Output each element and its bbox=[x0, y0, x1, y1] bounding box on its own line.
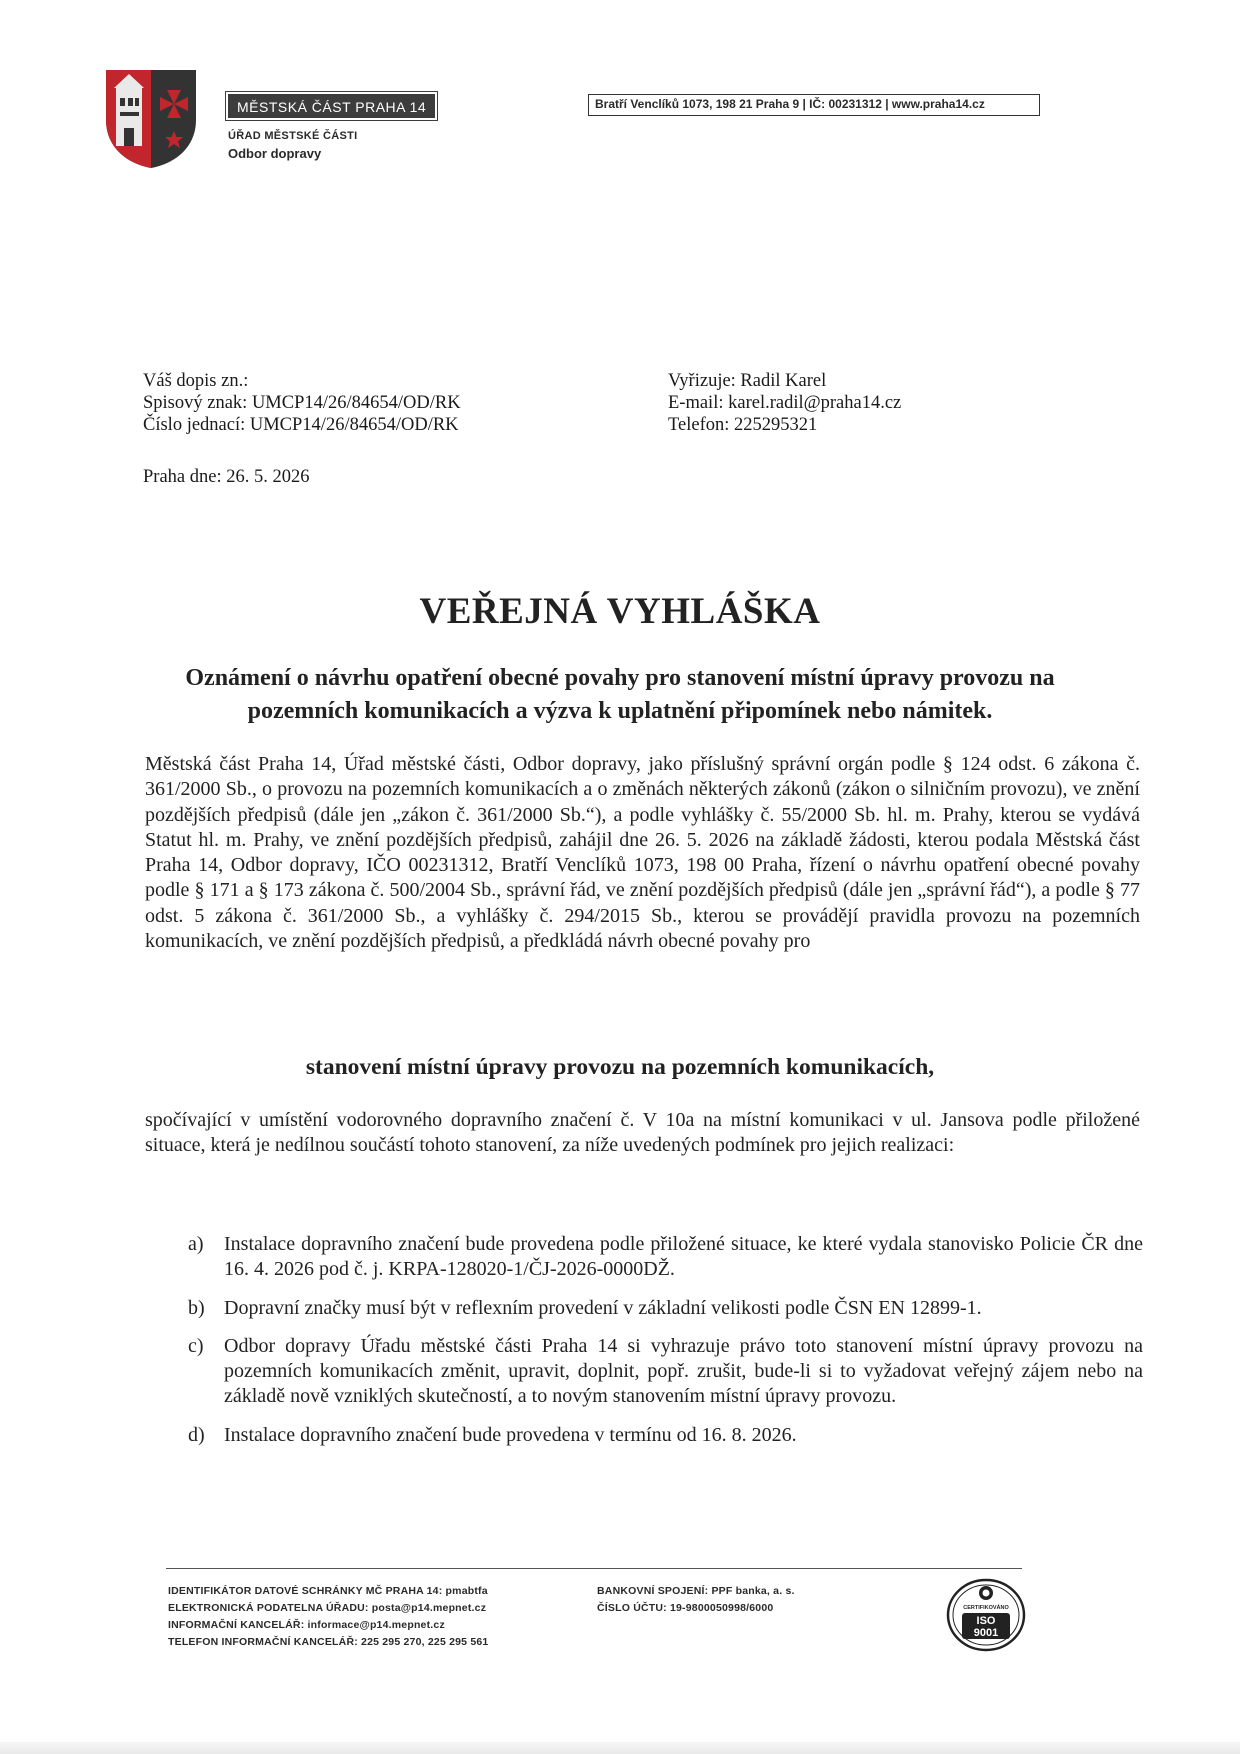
footer-contacts bbox=[168, 1583, 488, 1651]
intro-paragraph: Městská část Praha 14, Úřad městské části, Odbor dopravy, jako příslušný správní orgán podle § 124 odst. 6 zákona č. 361/2000 Sb., o provozu na pozemních komunikacích a o změnách některých zákonů (zákon o silničním provozu), ve znění pozdějších předpisů (dále jen „zákon č. 361/2000 Sb.“), a podle vyhlášky č. 55/2000 Sb. hl. m. Prahy, kterou se vydává Statut hl. m. Prahy, ve znění pozdějších předpisů, zahájil dne 26. 5. 2026 na základě žádosti, kterou podala Městská část Praha 14, Odbor dopravy, IČO 00231312, Bratří Venclíků 1073, 198 00 Praha, řízení o návrhu opatření obecné povahy podle § 171 a § 173 zákona č. 500/2004 Sb., správní řád, ve znění pozdějších předpisů (dále jen „správní řád“), a podle § 77 odst. 5 zákona č. 361/2000 Sb., a vyhlášky č. 294/2015 Sb., kterou se provádějí pravidla provozu na pozemních komunikacích, ve znění pozdějších předpisů, a předkládá návrh obecné povahy pro bbox=[145, 753, 1140, 953]
document-title: VEŘEJNÁ VYHLÁŠKA bbox=[419, 591, 821, 632]
municipality-badge: MĚSTSKÁ ČÁST PRAHA 14 bbox=[228, 94, 435, 118]
bank-name: BANKOVNÍ SPOJENÍ: PPF banka, a. s. bbox=[597, 1585, 795, 1597]
scan-bottom-edge bbox=[0, 1742, 1240, 1754]
address-box: Bratří Venclíků 1073, 198 21 Praha 9 | IČ: 00231312 | www.praha14.cz bbox=[588, 94, 1040, 116]
office-name: ÚŘAD MĚSTSKÉ ČÁSTI bbox=[228, 130, 358, 142]
description-paragraph: spočívající v umístění vodorovného dopravního značení č. V 10a na místní komunikaci v ul. Jansova podle přiložené situace, která je nedílnou součástí tohoto stanovení, za níže uvedených podmínek pro jejich realizaci: bbox=[145, 1109, 1140, 1157]
reference-number: Číslo jednací: UMCP14/26/84654/OD/RK bbox=[143, 415, 459, 435]
file-mark: Spisový znak: UMCP14/26/84654/OD/RK bbox=[143, 393, 461, 413]
seal-number-text: 9001 bbox=[973, 1627, 999, 1639]
list-item bbox=[188, 1423, 1143, 1448]
contact-email: E-mail: karel.radil@praha14.cz bbox=[668, 393, 902, 413]
e-filing-address: ELEKTRONICKÁ PODATELNA ÚŘADU: posta@p14.mepnet.cz bbox=[168, 1602, 487, 1614]
list-item-letter: a) bbox=[188, 1233, 204, 1255]
list-item bbox=[188, 1334, 1143, 1410]
list-item-text: Instalace dopravního značení bude provedena podle přiložené situace, ke které vydala stanovisko Policie ČR dne 16. 4. 2026 pod č. j. KRPA-128020-1/ČJ-2026-0000DŽ. bbox=[224, 1233, 1143, 1281]
footer-bank bbox=[597, 1583, 795, 1617]
info-office-email: INFORMAČNÍ KANCELÁŘ: informace@p14.mepnet.cz bbox=[168, 1619, 445, 1631]
reference-right bbox=[668, 370, 901, 436]
seal-iso-text: ISO bbox=[976, 1615, 996, 1627]
reference-left bbox=[143, 370, 461, 436]
section-heading: stanovení místní úpravy provozu na pozemních komunikacích, bbox=[305, 1054, 935, 1080]
contact-phone: Telefon: 225295321 bbox=[668, 415, 818, 435]
list-item-letter: c) bbox=[188, 1334, 204, 1357]
conditions-list bbox=[188, 1232, 1143, 1461]
your-letter-label: Váš dopis zn.: bbox=[143, 371, 249, 391]
list-item-text: Instalace dopravního značení bude provedena v termínu od 16. 8. 2026. bbox=[224, 1423, 797, 1446]
list-item-text: Dopravní značky musí být v reflexním provedení v základní velikosti podle ČSN EN 12899-1. bbox=[224, 1296, 982, 1319]
list-item bbox=[188, 1232, 1143, 1283]
info-office-phone: TELEFON INFORMAČNÍ KANCELÁŘ: 225 295 270, 225 295 561 bbox=[168, 1636, 489, 1648]
data-box-id: IDENTIFIKÁTOR DATOVÉ SCHRÁNKY MČ PRAHA 14: pmabtfa bbox=[168, 1585, 488, 1597]
handled-by: Vyřizuje: Radil Karel bbox=[668, 371, 827, 391]
document-date: Praha dne: 26. 5. 2026 bbox=[143, 467, 310, 487]
list-item-letter: d) bbox=[188, 1423, 205, 1446]
footer-divider bbox=[166, 1568, 1022, 1569]
coat-of-arms-icon bbox=[104, 68, 198, 170]
list-item bbox=[188, 1296, 1143, 1321]
list-item-text: Odbor dopravy Úřadu městské části Praha 14 si vyhrazuje právo toto stanovení místní úpravy provozu na pozemních komunikacích změnit, upravit, doplnit, popř. zrušit, bude-li si to vyžadovat veřejný zájem nebo na základě nově vzniklých skutečností, a to novým stanovením místní úpravy provozu. bbox=[224, 1334, 1143, 1408]
department-name: Odbor dopravy bbox=[228, 146, 322, 161]
list-item-letter: b) bbox=[188, 1296, 205, 1319]
document-subtitle: Oznámení o návrhu opatření obecné povahy pro stanovení místní úpravy provozu na pozemních komunikacích a výzva k uplatnění připomínek nebo námitek. bbox=[185, 665, 1055, 724]
seal-top-text: CERTIFIKOVÁNO bbox=[963, 1605, 1009, 1611]
iso-certification-seal-icon bbox=[946, 1578, 1026, 1652]
account-number: ČÍSLO ÚČTU: 19-9800050998/6000 bbox=[597, 1602, 774, 1614]
